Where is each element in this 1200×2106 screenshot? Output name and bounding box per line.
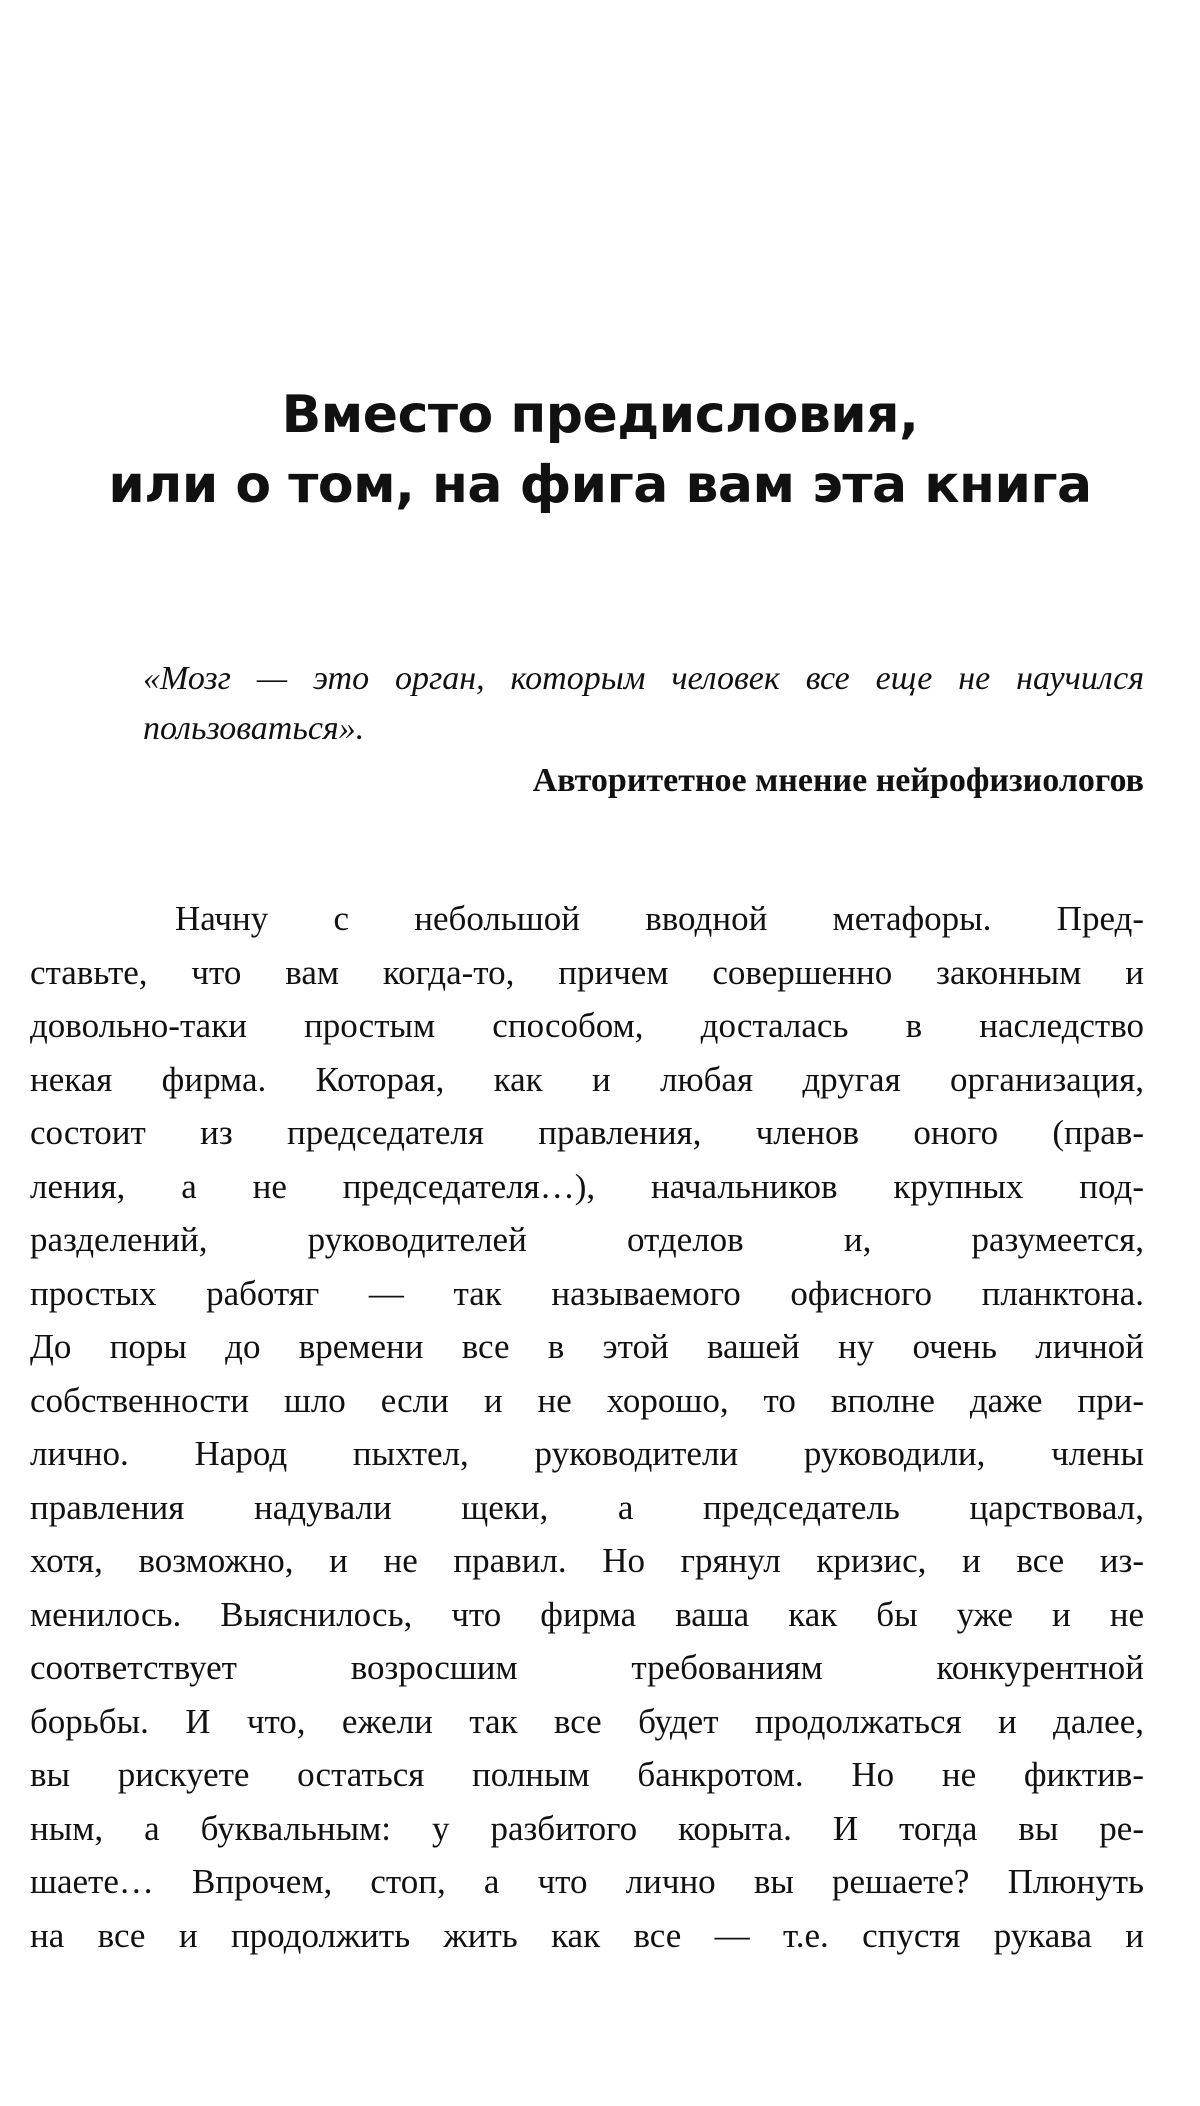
body-text	[30, 892, 1144, 1962]
text-line: разделений, руководителей отделов и, разумеется,	[30, 1220, 1144, 1259]
text-line: вы рискуете остаться полным банкротом. Но не фиктив-	[30, 1755, 1144, 1794]
text-line: хотя, возможно, и не правил. Но грянул кризис, и все из-	[30, 1541, 1144, 1580]
text-line: ления, а не председателя…), начальников крупных под-	[30, 1166, 1144, 1206]
chapter-title	[0, 380, 1200, 520]
text-line: Начну с небольшой вводной метафоры. Пред-	[175, 899, 1144, 938]
epigraph-author: Авторитетное мнение нейрофизиологов	[532, 762, 1144, 799]
text-line: ным, а буквальным: у разбитого корыта. И тогда вы ре-	[30, 1808, 1144, 1848]
text-line: собственности шло если и не хорошо, то вполне даже при-	[30, 1380, 1144, 1420]
text-line: ставьте, что вам когда-то, причем совершенно законным и	[30, 952, 1144, 992]
text-line: простых работяг — так называемого офисного планктона.	[30, 1273, 1144, 1313]
text-line: менилось. Выяснилось, что фирма ваша как бы уже и не	[30, 1594, 1144, 1634]
text-line: До поры до времени все в этой вашей ну очень личной	[30, 1327, 1144, 1366]
text-line: довольно-таки простым способом, досталась в наследство	[30, 1006, 1144, 1045]
chapter-title-line-1: Вместо предисловия,	[281, 385, 919, 445]
text-line: соответствует возросшим требованиям конкурентной	[30, 1648, 1144, 1687]
chapter-title-line-2: или о том, на фига вам эта книга	[108, 455, 1092, 515]
text-line: лично. Народ пыхтел, руководители руководили, члены	[30, 1434, 1144, 1473]
text-line: состоит из председателя правления, членов оного (прав-	[30, 1113, 1144, 1152]
text-line: на все и продолжить жить как все — т.е. спустя рукава и	[30, 1915, 1144, 1955]
text-line: некая фирма. Которая, как и любая другая организация,	[30, 1059, 1144, 1099]
text-line: борьбы. И что, ежели так все будет продолжаться и далее,	[30, 1701, 1144, 1741]
text-line: шаете… Впрочем, стоп, а что лично вы решаете? Плюнуть	[30, 1862, 1144, 1901]
epigraph-quote: «Мозг — это орган, которым человек все еще не научился пользоваться».	[143, 660, 1144, 747]
text-line: правления надували щеки, а председатель царствовал,	[30, 1487, 1144, 1527]
